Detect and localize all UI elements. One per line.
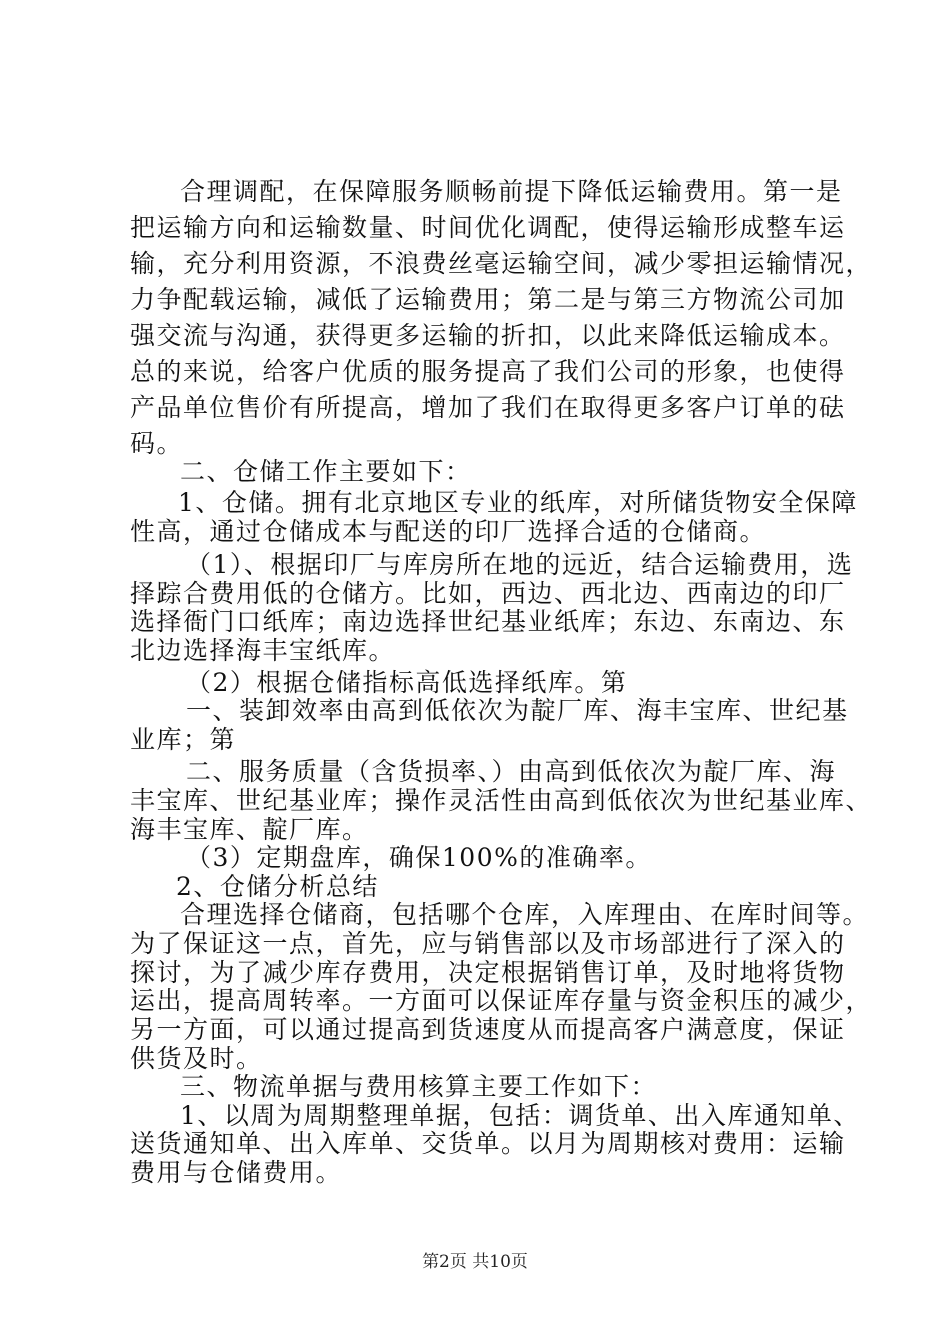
paragraph-line: 送货通知单、出入库单、交货单。以月为周期核对费用：运输 [130,1129,846,1158]
paragraph-line: 输，充分利用资源，不浪费丝毫运输空间，减少零担运输情况， [130,249,873,278]
paragraph-line: 强交流与沟通，获得更多运输的折扣，以此来降低运输成本。 [130,321,846,350]
paragraph-line: 一、装卸效率由高到低依次为靛厂库、海丰宝库、世纪基 [186,696,849,725]
paragraph-line: 性高，通过仓储成本与配送的印厂选择合适的仓储商。 [130,517,767,546]
paragraph-line: 另一方面，可以通过提高到货速度从而提高客户满意度，保证 [130,1015,846,1044]
paragraph-line: 运出，提高周转率。一方面可以保证库存量与资金积压的减少， [130,986,873,1015]
paragraph-line: 码。 [130,429,184,458]
paragraph-line: 产品单位售价有所提高，增加了我们在取得更多客户订单的砝 [130,393,846,422]
paragraph-line: 总的来说，给客户优质的服务提高了我们公司的形象，也使得 [130,357,846,386]
page-footer: 第2页 共10页 [422,1252,528,1272]
section-heading: 三、物流单据与费用核算主要工作如下： [180,1072,658,1101]
paragraph-line: 力争配载运输，减低了运输费用；第二是与第三方物流公司加 [130,285,846,314]
paragraph-line: 把运输方向和运输数量、时间优化调配，使得运输形成整车运 [130,213,846,242]
paragraph-line: 业库；第 [130,725,237,754]
paragraph-line: 探讨，为了减少库存费用，决定根据销售订单，及时地将货物 [130,958,846,987]
paragraph-line: 合理调配，在保障服务顺畅前提下降低运输费用。第一是 [180,177,843,206]
section-heading: 二、仓储工作主要如下： [180,457,472,486]
paragraph-line: 北边选择海丰宝纸库。 [130,636,396,665]
paragraph-line: 供货及时。 [130,1044,263,1073]
paragraph-line: 1、以周为周期整理单据，包括：调货单、出入库通知单、 [180,1101,860,1130]
paragraph-line: 为了保证这一点，首先，应与销售部以及市场部进行了深入的 [130,929,846,958]
paragraph-line: 二、服务质量（含货损率、）由高到低依次为靛厂库、海 [186,757,837,786]
paragraph-line: 合理选择仓储商，包括哪个仓库，入库理由、在库时间等。 [180,900,870,929]
paragraph-line: 1、仓储。拥有北京地区专业的纸库，对所储货物安全保障 [178,488,858,517]
paragraph-line: 费用与仓储费用。 [130,1158,343,1187]
section-heading: 2、仓储分析总结 [176,872,379,901]
paragraph-line: 选择衙门口纸库；南边选择世纪基业纸库；东边、东南边、东 [130,607,846,636]
paragraph-line: 丰宝库、世纪基业库；操作灵活性由高到低依次为世纪基业库、 [130,786,873,815]
paragraph-line: 海丰宝库、靛厂库。 [130,815,369,844]
paragraph-line: 择踪合费用低的仓储方。比如，西边、西北边、西南边的印厂 [130,579,846,608]
paragraph-line: （2）根据仓储指标高低选择纸库。第 [186,668,628,697]
paragraph-line: （3）定期盘库，确保100%的准确率。 [186,843,652,872]
paragraph-line: （1）、根据印厂与库房所在地的远近，结合运输费用，选 [186,550,854,579]
